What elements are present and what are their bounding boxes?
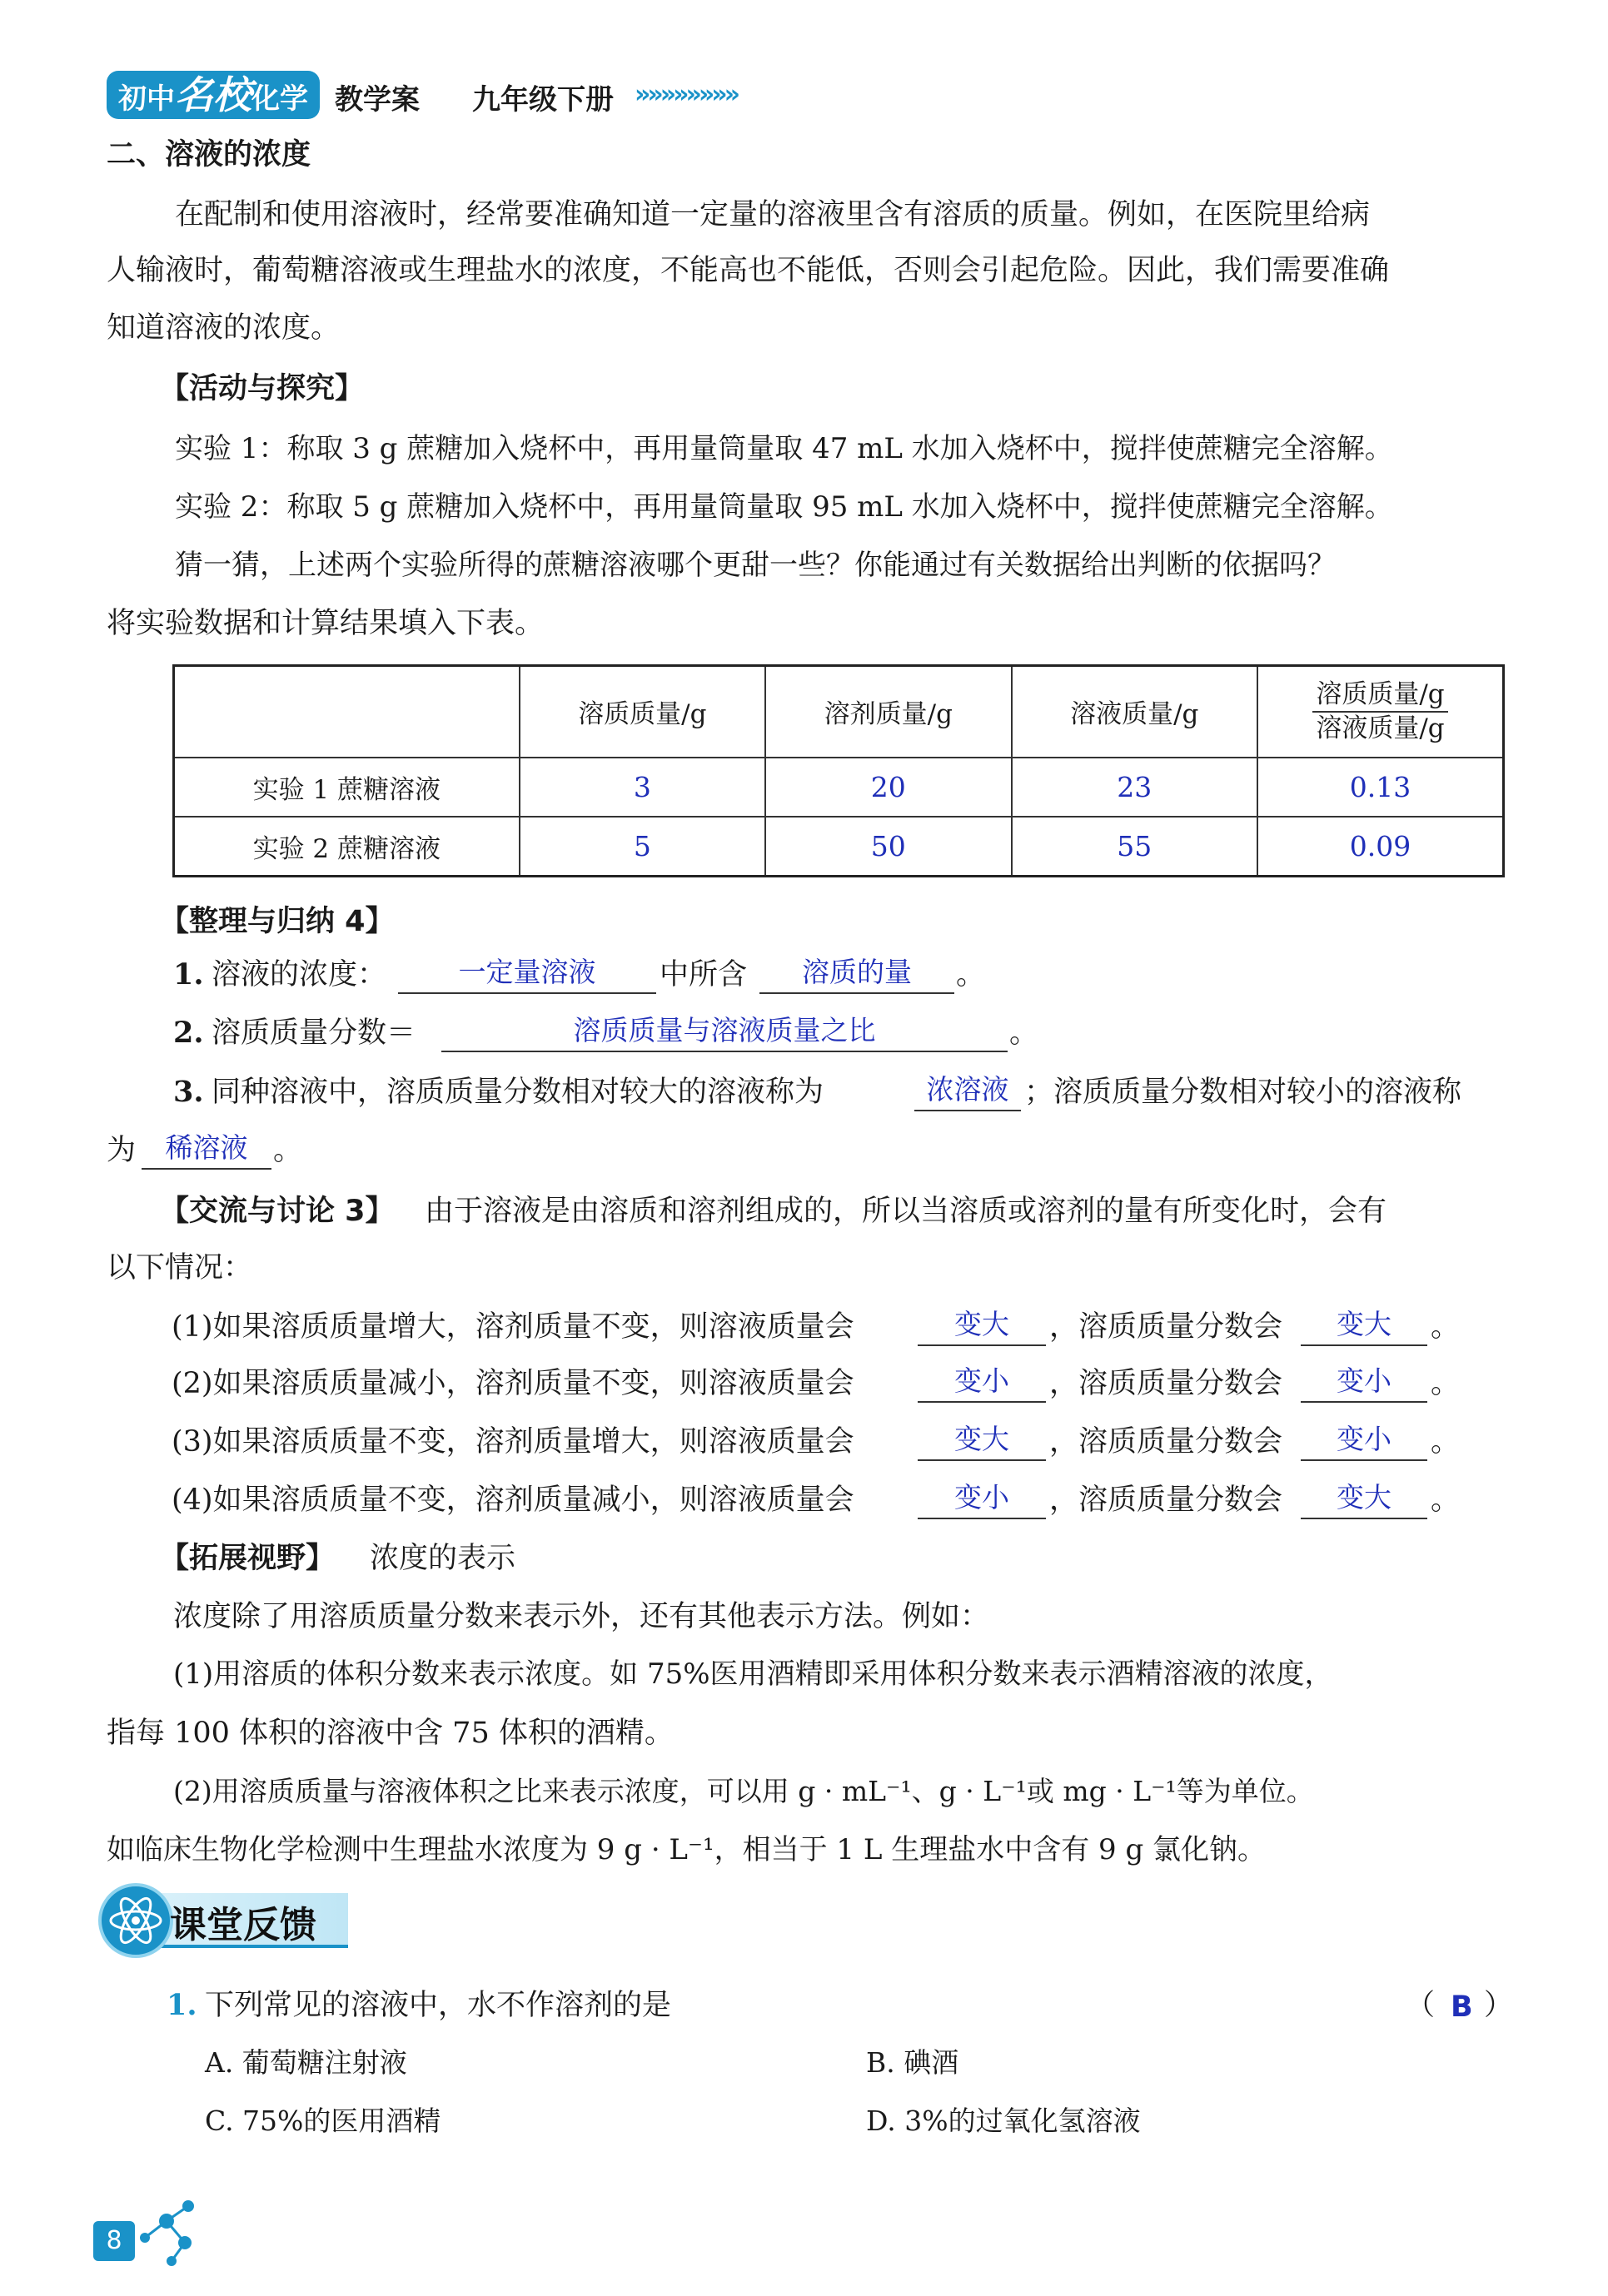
header-ratio	[1257, 666, 1504, 758]
header-subtitle: 教学案	[335, 83, 420, 117]
page-number: 8	[93, 2221, 135, 2261]
data-table	[172, 664, 1505, 877]
activity-heading: 【活动与探究】	[160, 372, 365, 405]
extension-line-3: 指每 100 体积的溶液中含 75 体积的酒精。	[107, 1717, 674, 1750]
cell-solute: 3	[520, 758, 765, 817]
brand-big: 名校	[175, 72, 251, 117]
item1-answer-2: 变大	[1337, 1308, 1391, 1340]
cell-solution: 55	[1012, 817, 1257, 877]
discussion-text-2: 以下情况：	[107, 1251, 253, 1285]
item1-mid: ，溶质质量分数会	[1049, 1310, 1283, 1344]
guess-line-2: 将实验数据和计算结果填入下表。	[107, 607, 545, 640]
q1-end: 。	[956, 958, 986, 991]
table-corner-cell	[174, 666, 520, 758]
intro-line-3: 知道溶液的浓度。	[107, 311, 341, 345]
item4-answer-1: 变小	[954, 1481, 1009, 1513]
item3-blank-1	[918, 1459, 1046, 1461]
item2-answer-1: 变小	[954, 1364, 1009, 1397]
item3-answer-2: 变小	[1337, 1423, 1391, 1455]
ratio-denominator: 溶液质量/g	[1316, 713, 1445, 743]
discussion-item-2: (2)如果溶质质量减小，溶剂质量不变，则溶液质量会	[172, 1367, 854, 1400]
discussion-item-1: (1)如果溶质质量增大，溶剂质量不变，则溶液质量会	[172, 1310, 854, 1344]
q3-text-pre2: 为	[107, 1134, 137, 1167]
section-title: 二、溶液的浓度	[107, 138, 311, 171]
brand-post: 化学	[251, 82, 308, 116]
discussion-item-4: (4)如果溶质质量不变，溶剂质量减小，则溶液质量会	[172, 1483, 854, 1517]
cell-solvent: 50	[765, 817, 1011, 877]
q2-end: 。	[1009, 1016, 1039, 1050]
item2-end: 。	[1431, 1367, 1461, 1400]
q3-number: 3.	[173, 1075, 204, 1109]
extension-line-4: (2)用溶质质量与溶液体积之比来表示浓度，可以用 g · mL⁻¹、g · L⁻¹或 mg · L⁻¹等为单位。	[173, 1775, 1314, 1807]
brand-pre: 初中	[118, 82, 175, 116]
q3-answer-1: 浓溶液	[926, 1073, 1009, 1106]
fq1-text: 下列常见的溶液中，水不作溶剂的是	[205, 1989, 672, 2022]
fq1-number: 1.	[167, 1988, 197, 2022]
option-d: D. 3%的过氧化氢溶液	[866, 2105, 1141, 2137]
item3-answer-1: 变大	[954, 1423, 1009, 1455]
ratio-numerator: 溶质质量/g	[1312, 678, 1447, 713]
fq1-answer: B	[1451, 1990, 1473, 2024]
cell-solute: 5	[520, 817, 765, 877]
q1-blank-1	[398, 992, 656, 994]
fq1-paren-close: ）	[1484, 1989, 1514, 2022]
option-c: C. 75%的医用酒精	[205, 2105, 441, 2137]
q2-number: 2.	[173, 1016, 204, 1050]
extension-heading: 【拓展视野】	[160, 1542, 336, 1575]
q1-text-pre: 溶液的浓度：	[212, 958, 387, 991]
q3-text-pre: 同种溶液中，溶质质量分数相对较大的溶液称为	[212, 1076, 824, 1109]
header-grade: 九年级下册	[472, 83, 614, 117]
intro-line-2: 人输液时，葡萄糖溶液或生理盐水的浓度，不能高也不能低，否则会引起危险。因此，我们需要准确	[107, 254, 1390, 287]
extension-subtitle: 浓度的表示	[370, 1542, 516, 1575]
q2-text-pre: 溶质质量分数＝	[212, 1016, 416, 1050]
experiment-1: 实验 1：称取 3 g 蔗糖加入烧杯中，再用量筒量取 47 mL 水加入烧杯中，搅拌使蔗糖完全溶解。	[175, 432, 1393, 465]
cell-solution: 23	[1012, 758, 1257, 817]
cell-ratio: 0.09	[1257, 817, 1504, 877]
discussion-item-3: (3)如果溶质质量不变，溶剂质量增大，则溶液质量会	[172, 1425, 854, 1459]
table-header-row	[174, 666, 1504, 758]
item4-answer-2: 变大	[1337, 1481, 1391, 1513]
table-row	[174, 817, 1504, 877]
brand-logo	[107, 71, 320, 119]
q1-answer-2: 溶质的量	[802, 956, 912, 988]
q3-text-mid: ；溶质质量分数相对较小的溶液称	[1024, 1076, 1462, 1109]
item4-end: 。	[1431, 1483, 1461, 1517]
molecule-icon	[133, 2188, 208, 2271]
table-row	[174, 758, 1504, 817]
fq1-paren-open: （	[1406, 1989, 1436, 2022]
item3-mid: ，溶质质量分数会	[1049, 1425, 1283, 1459]
item4-blank-2	[1301, 1518, 1427, 1519]
ratio-fraction	[1312, 678, 1447, 745]
cell-ratio: 0.13	[1257, 758, 1504, 817]
summary-heading: 【整理与归纳 4】	[160, 905, 395, 938]
item1-answer-1: 变大	[954, 1308, 1009, 1340]
item1-blank-2	[1301, 1344, 1427, 1346]
cell-solvent: 20	[765, 758, 1011, 817]
experiment-2: 实验 2：称取 5 g 蔗糖加入烧杯中，再用量筒量取 95 mL 水加入烧杯中，搅拌使蔗糖完全溶解。	[175, 490, 1393, 524]
header-arrows-icon: »»»»»»»»	[635, 80, 738, 109]
option-b: B. 碘酒	[866, 2046, 959, 2079]
feedback-title: 课堂反馈	[170, 1904, 316, 1946]
q2-answer: 溶质质量与溶液质量之比	[573, 1014, 876, 1046]
q1-text-mid: 中所含	[660, 958, 748, 991]
q2-blank	[441, 1051, 1008, 1052]
q3-answer-2: 稀溶液	[165, 1131, 248, 1164]
row-label: 实验 2 蔗糖溶液	[174, 817, 520, 877]
item1-blank-1	[918, 1344, 1046, 1346]
q1-number: 1.	[173, 957, 204, 991]
discussion-heading: 【交流与讨论 3】	[160, 1195, 395, 1228]
item4-blank-1	[918, 1518, 1046, 1519]
q1-answer-1: 一定量溶液	[458, 956, 596, 988]
atom-icon	[98, 1883, 173, 1958]
item2-blank-1	[918, 1401, 1046, 1403]
q3-blank-1	[914, 1110, 1021, 1111]
item1-end: 。	[1431, 1310, 1461, 1344]
header-solvent: 溶剂质量/g	[765, 666, 1011, 758]
header-solution: 溶液质量/g	[1012, 666, 1257, 758]
item2-blank-2	[1301, 1401, 1427, 1403]
row-label: 实验 1 蔗糖溶液	[174, 758, 520, 817]
extension-line-5: 如临床生物化学检测中生理盐水浓度为 9 g · L⁻¹，相当于 1 L 生理盐水中含有 9 g 氯化钠。	[107, 1833, 1267, 1866]
header-solute: 溶质质量/g	[520, 666, 765, 758]
q1-blank-2	[759, 992, 954, 994]
discussion-text-1: 由于溶液是由溶质和溶剂组成的，所以当溶质或溶剂的量有所变化时，会有	[425, 1195, 1387, 1228]
extension-line-2: (1)用溶质的体积分数来表示浓度。如 75%医用酒精即采用体积分数来表示酒精溶液的浓度，	[173, 1657, 1333, 1691]
item2-answer-2: 变小	[1337, 1364, 1391, 1397]
q3-blank-2	[142, 1168, 271, 1170]
guess-line-1: 猜一猜，上述两个实验所得的蔗糖溶液哪个更甜一些？你能通过有关数据给出判断的依据吗？	[175, 549, 1336, 582]
item3-blank-2	[1301, 1459, 1427, 1461]
option-a: A. 葡萄糖注射液	[205, 2046, 407, 2079]
item3-end: 。	[1431, 1425, 1461, 1459]
q3-end: 。	[273, 1134, 303, 1167]
extension-line-1: 浓度除了用溶质质量分数来表示外，还有其他表示方法。例如：	[173, 1600, 990, 1633]
item4-mid: ，溶质质量分数会	[1049, 1483, 1283, 1517]
intro-line-1: 在配制和使用溶液时，经常要准确知道一定量的溶液里含有溶质的质量。例如，在医院里给病	[175, 198, 1371, 231]
item2-mid: ，溶质质量分数会	[1049, 1367, 1283, 1400]
